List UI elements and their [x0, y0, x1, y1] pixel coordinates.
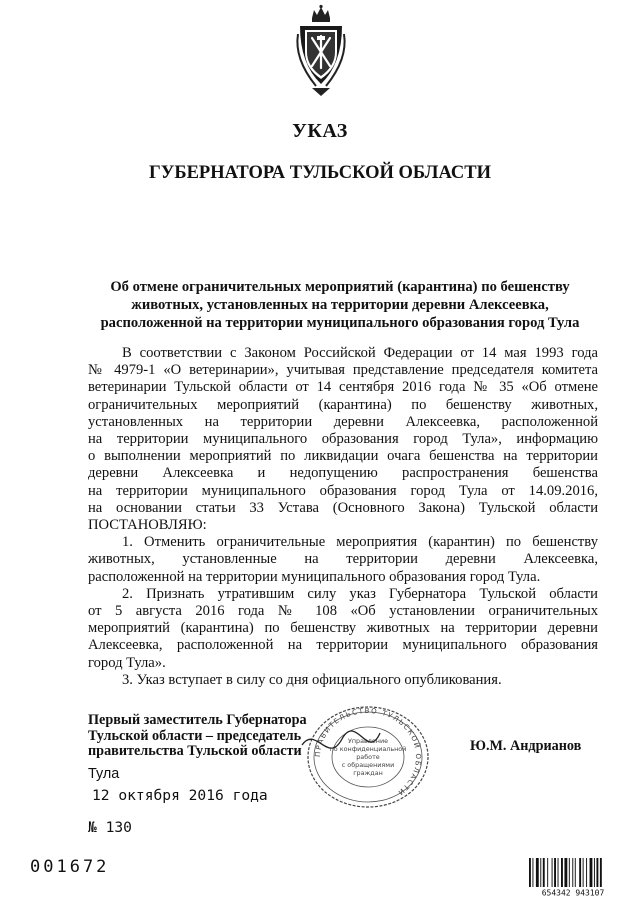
- body-line: животных, установленные на территории деревни Алексеевка,: [88, 551, 598, 568]
- place-of-signing: Тула: [88, 766, 120, 782]
- seal-ring-text: ПРАВИТЕЛЬСТВО ТУЛЬСКОЙ ОБЛАСТИ: [313, 706, 423, 798]
- form-serial-number: 001672: [30, 857, 110, 877]
- coat-of-arms-icon: [290, 4, 352, 98]
- body-line: на территории муниципального образования город Тула от 14.09.2016,: [88, 482, 598, 499]
- body-line: мероприятий (карантина) по бешенству животных на территории деревни: [88, 620, 598, 637]
- seal-center-line: с обращениями: [341, 761, 395, 769]
- body-line: город Тула».: [88, 654, 166, 671]
- signer-line: Тульской области – председатель: [88, 727, 302, 744]
- seal-center-line: Управление: [347, 737, 389, 745]
- seal-center-line: по конфиденциальной: [329, 745, 407, 753]
- body-line: № 4979-1 «О ветеринарии», учитывая представление председателя комитета: [88, 362, 598, 379]
- document-subtitle: ГУБЕРНАТОРА ТУЛЬСКОЙ ОБЛАСТИ: [149, 163, 491, 183]
- seal-stamp-icon: [298, 705, 438, 809]
- body-line: 1. Отменить ограничительные мероприятия (карантин) по бешенству: [122, 534, 598, 551]
- signer-name: Ю.М. Андрианов: [470, 738, 582, 754]
- barcode-number: 654342 943107: [541, 888, 605, 897]
- document-title: УКАЗ: [292, 120, 348, 142]
- signing-date: 12 октября 2016 года: [92, 787, 268, 804]
- body-line: расположенной на территории муниципального образования город Тула.: [88, 568, 541, 585]
- body-line: о выполнении мероприятий по ликвидации очага бешенства на территории: [88, 448, 598, 465]
- body-line: ветеринарии Тульской области от 14 сентября 2016 года № 35 «Об отмене: [88, 379, 598, 396]
- signer-line: правительства Тульской области: [88, 743, 302, 759]
- decree-number: № 130: [88, 819, 132, 836]
- heading-line: животных, установленных на территории деревни Алексеевка,: [131, 297, 549, 313]
- body-line: от 5 августа 2016 года № 108 «Об установлении ограничительных: [88, 603, 598, 620]
- body-line: 3. Указ вступает в силу со дня официального опубликования.: [122, 671, 502, 688]
- paragraph-preamble: [88, 345, 598, 534]
- paragraph-item-2: [88, 586, 598, 672]
- signer-line: Первый заместитель Губернатора: [88, 712, 307, 728]
- signer-position: [88, 713, 307, 760]
- heading-line: расположенной на территории муниципального образования город Тула: [100, 315, 580, 331]
- heading-line: Об отмене ограничительных мероприятий (карантина) по бешенству: [110, 279, 570, 295]
- paragraph-item-1: [88, 534, 598, 586]
- body-line: на основании статьи 33 Устава (Основного Закона) Тульской области: [88, 499, 598, 516]
- body-line: 2. Признать утратившим силу указ Губернатора Тульской области: [122, 585, 598, 602]
- barcode-icon: [528, 857, 618, 897]
- body-line: В соответствии с Законом Российской Федерации от 14 мая 1993 года: [122, 345, 598, 361]
- body-line: деревни Алексеевка и недопущению распространения бешенства: [88, 465, 598, 482]
- decree-body: [88, 345, 598, 689]
- paragraph-item-3: [88, 672, 598, 689]
- seal-center-line: работе: [356, 753, 380, 761]
- body-line: установленных на территории деревни Алексеевка, расположенной: [88, 413, 598, 430]
- body-line: на территории муниципального образования город Тула», информацию: [88, 431, 598, 448]
- seal-center-line: граждан: [353, 769, 383, 777]
- decree-heading: [80, 278, 600, 332]
- body-line: Алексеевка, расположенной на территории муниципального образования: [88, 637, 598, 654]
- body-line: ограничительных мероприятий (карантина) по бешенству животных,: [88, 396, 598, 413]
- body-line-decree: ПОСТАНОВЛЯЮ:: [88, 517, 207, 534]
